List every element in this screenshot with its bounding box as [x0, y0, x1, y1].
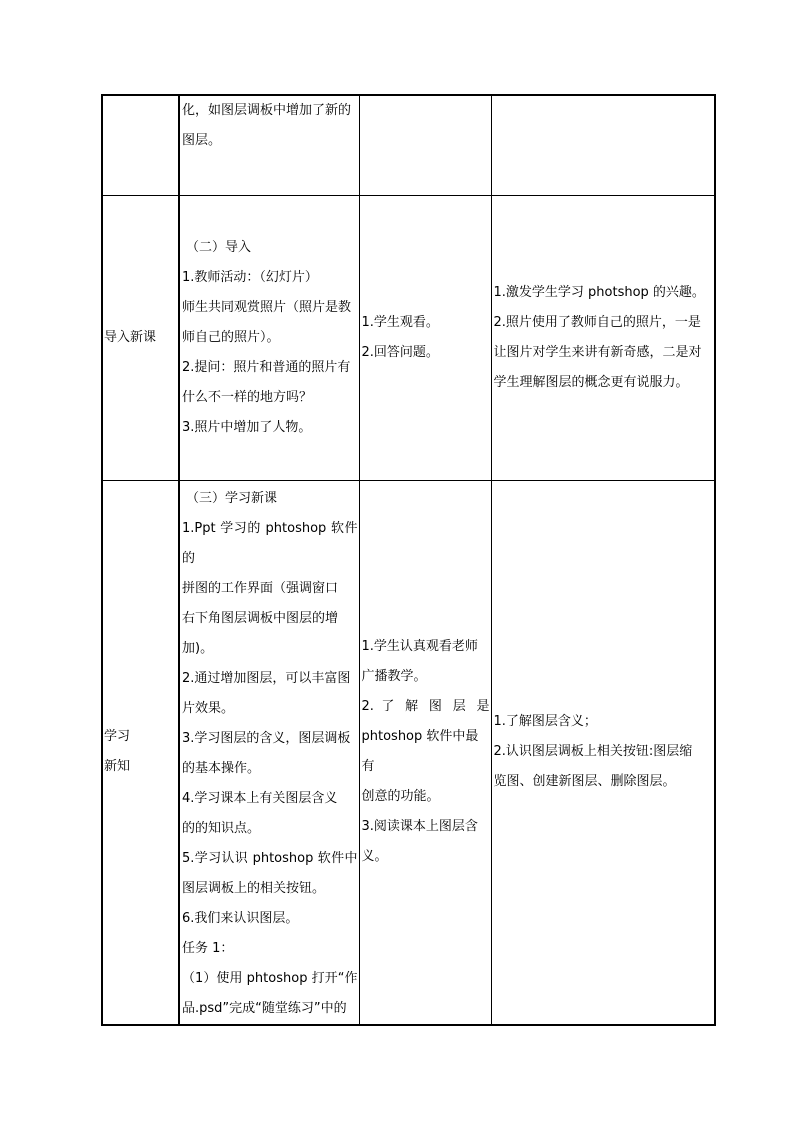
- text-line: 2.提问：照片和普通的照片有: [182, 359, 351, 375]
- design-intent-cell: [491, 480, 715, 1025]
- text-line: 化，如图层调板中增加了新的: [182, 103, 352, 118]
- text-line: 右下角图层调板中图层的增: [182, 610, 339, 626]
- text-line: 加)。: [182, 640, 214, 656]
- design-intent-cell: [491, 95, 715, 195]
- text-line: 师自己的照片）。: [182, 329, 280, 345]
- stage-cell: [102, 195, 179, 480]
- text-line: （二）导入: [186, 239, 252, 255]
- text-line: 1.教师活动：（幻灯片）: [182, 269, 318, 285]
- text-line: 2.回答问题。: [361, 344, 439, 360]
- text-line: 3.照片中增加了人物。: [182, 419, 312, 435]
- text-line: 图层。: [182, 133, 222, 148]
- table-row: [102, 195, 715, 480]
- lesson-plan-table: [101, 94, 716, 1026]
- text-line: 1.Ppt 学习的 phtoshop 软件的: [182, 520, 358, 566]
- text-line: 2.照片使用了教师自己的照片，一是: [493, 314, 701, 330]
- text-line: 拼图的工作界面（强调窗口: [182, 580, 339, 596]
- text-line: 任务 1：: [182, 940, 234, 956]
- text-line: 图层调板上的相关按钮。: [182, 880, 326, 896]
- text-line: 的基本操作。: [182, 760, 261, 776]
- text-line: 品.psd”完成“随堂练习”中的: [182, 1000, 347, 1016]
- student-activity-cell: [359, 480, 491, 1025]
- stage-label: 导入新课: [104, 329, 157, 345]
- text-line: 师生共同观赏照片（照片是教: [182, 299, 352, 315]
- stage-cell: [102, 480, 179, 1025]
- text-line: 创意的功能。: [361, 789, 440, 804]
- design-intent-cell: [491, 195, 715, 480]
- text-line: 2.通过增加图层，可以丰富图: [182, 670, 351, 686]
- teacher-activity-cell: [179, 95, 359, 195]
- text-line: （1）使用 phtoshop 打开“作: [182, 970, 358, 986]
- stage-cell: [102, 95, 179, 195]
- text-line: 学生理解图层的概念更有说服力。: [493, 374, 689, 390]
- text-line: 2. 了 解 图 层 是: [361, 699, 490, 714]
- text-line: 3.阅读课本上图层含: [361, 819, 478, 834]
- text-line: 广播教学。: [361, 669, 427, 684]
- text-line: 览图、创建新图层、删除图层。: [493, 774, 676, 789]
- text-line: phtoshop 软件中最有: [361, 729, 479, 774]
- table-row: [102, 480, 715, 1025]
- text-line: 6.我们来认识图层。: [182, 910, 299, 926]
- text-line: （三）学习新课: [186, 490, 278, 506]
- text-line: 的的知识点。: [182, 820, 261, 836]
- text-line: 2.认识图层调板上相关按钮:图层缩: [493, 744, 693, 759]
- text-line: 5.学习认识 phtoshop 软件中: [182, 850, 358, 866]
- text-line: 义。: [361, 849, 388, 864]
- text-line: 3.学习图层的含义，图层调板: [182, 730, 351, 746]
- text-line: 1.了解图层含义；: [493, 714, 597, 729]
- teacher-activity-cell: [179, 195, 359, 480]
- stage-label: 学习 新知: [104, 729, 131, 774]
- text-line: 1.学生认真观看老师: [361, 639, 478, 654]
- student-activity-cell: [359, 95, 491, 195]
- text-line: 让图片对学生来讲有新奇感，二是对: [493, 344, 702, 360]
- text-line: 什么不一样的地方吗？: [182, 389, 313, 405]
- text-line: 1.学生观看。: [361, 314, 439, 330]
- text-line: 1.激发学生学习 photshop 的兴趣。: [493, 284, 705, 300]
- text-line: 片效果。: [182, 700, 235, 716]
- teacher-activity-cell: [179, 480, 359, 1025]
- text-line: 4.学习课本上有关图层含义: [182, 790, 338, 806]
- student-activity-cell: [359, 195, 491, 480]
- table-row: [102, 95, 715, 195]
